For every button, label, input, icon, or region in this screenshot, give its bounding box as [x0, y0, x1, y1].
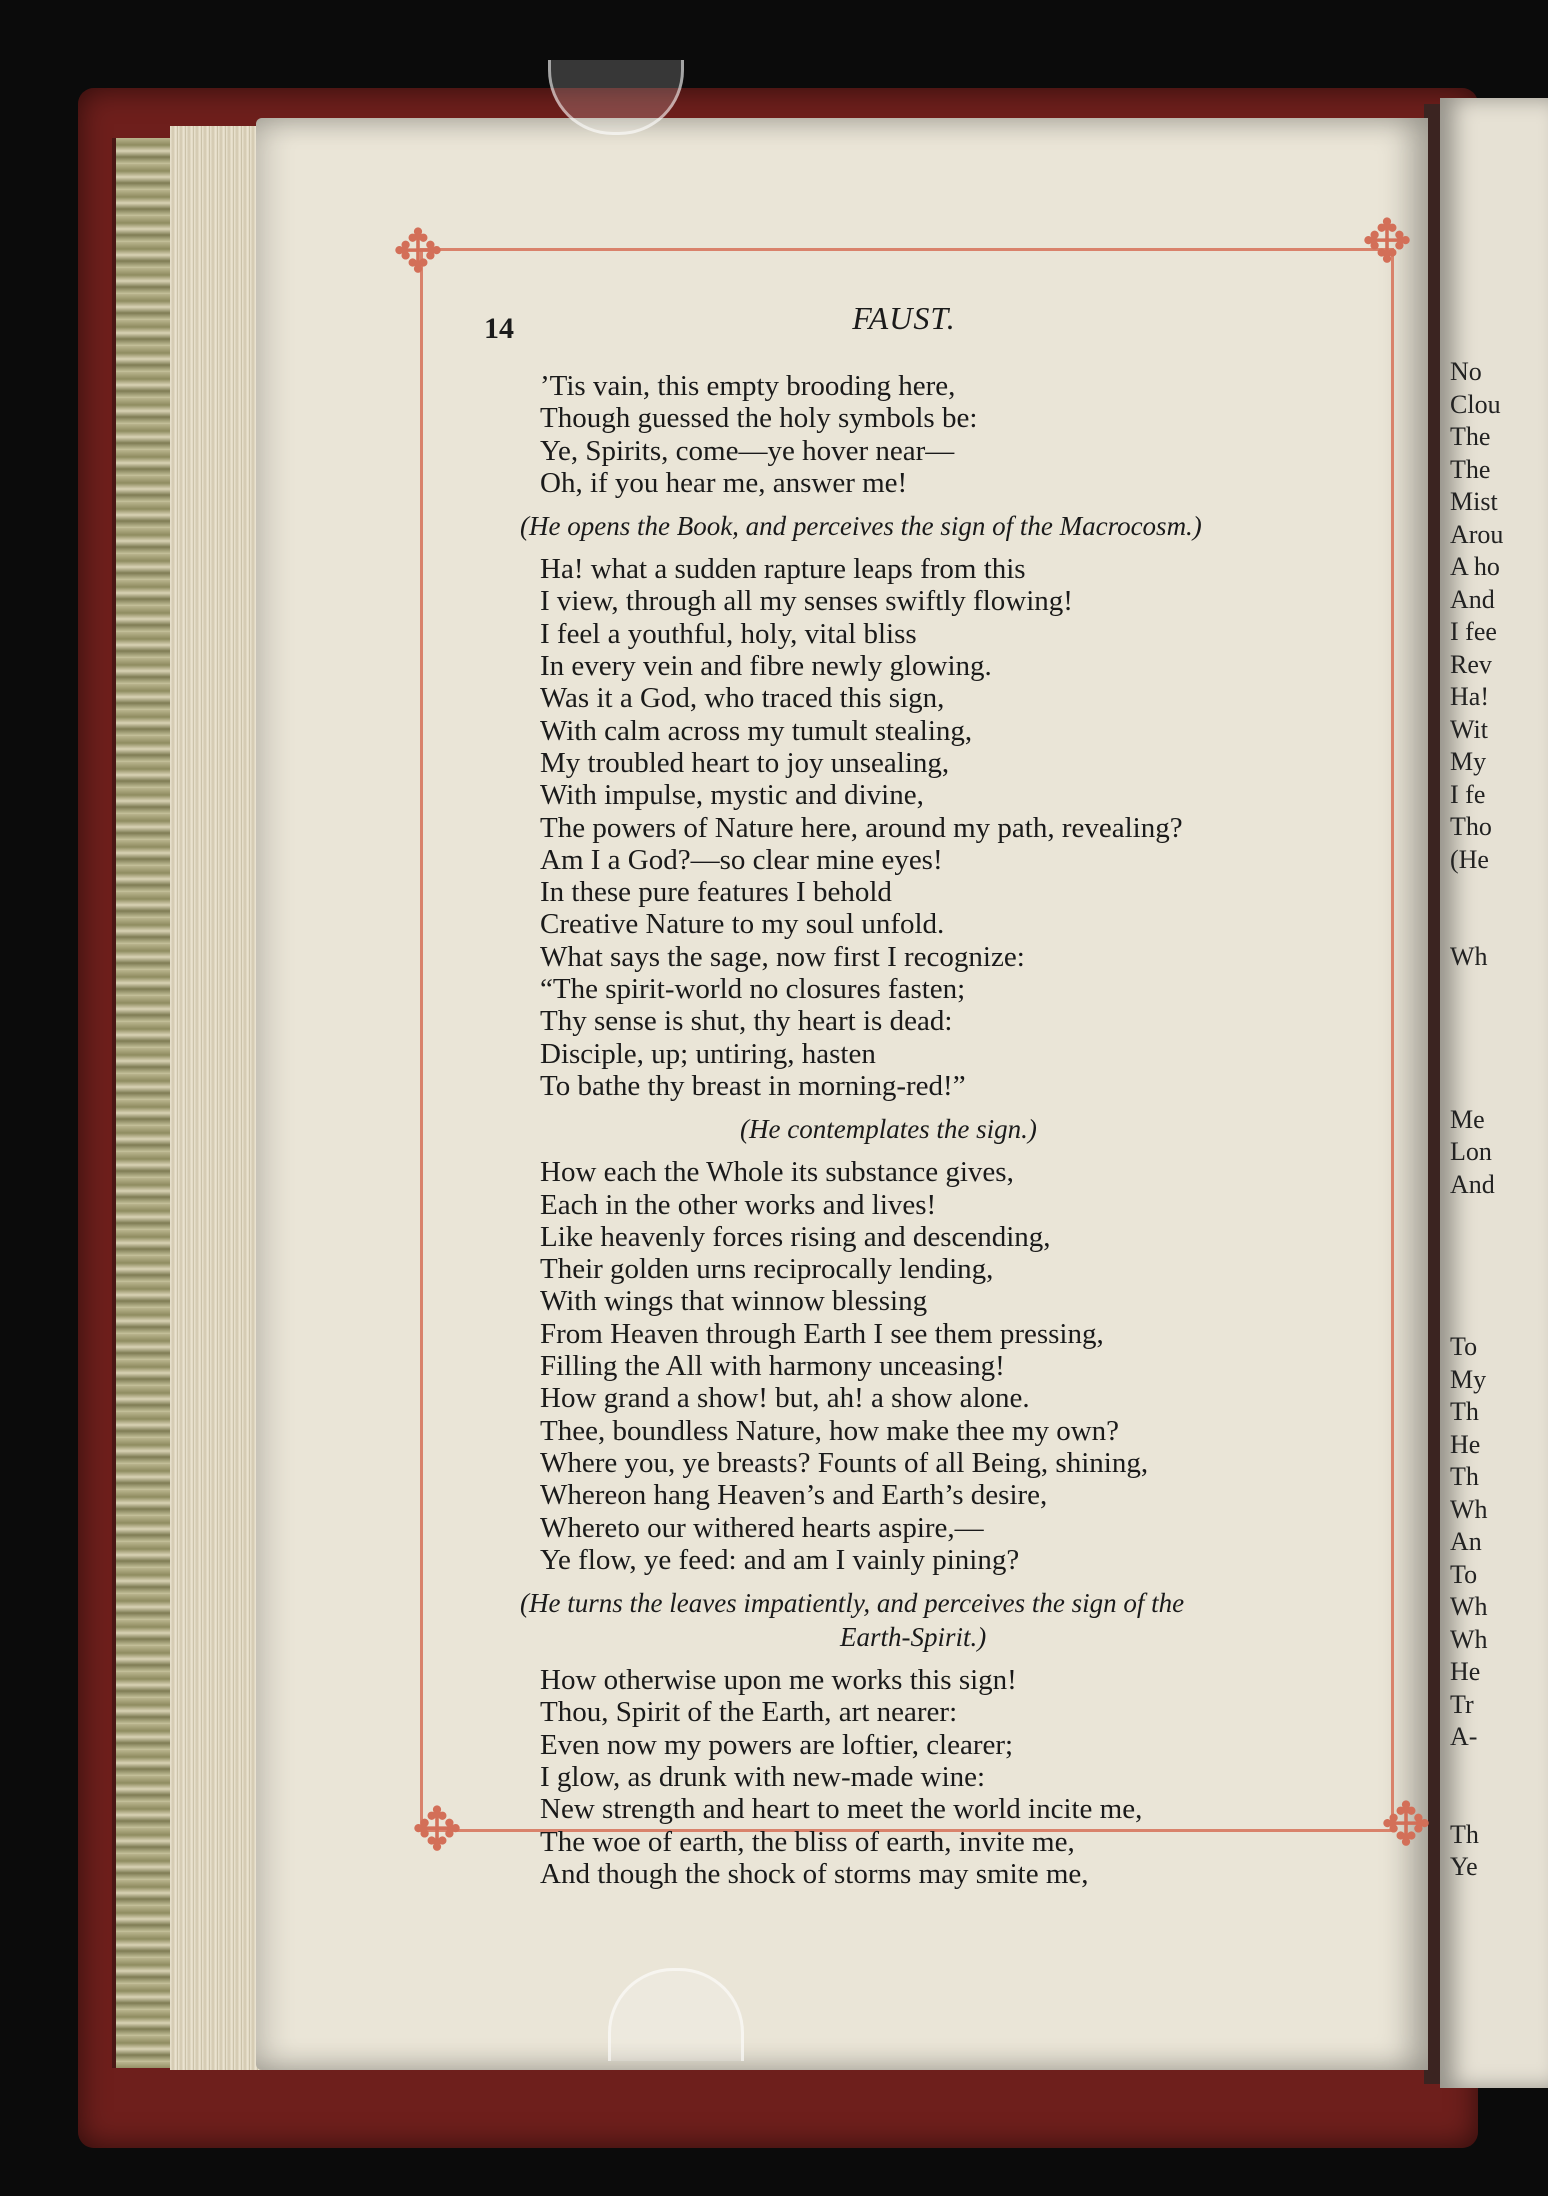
facing-page-line: I fe [1450, 779, 1486, 809]
marbled-page-edge [112, 138, 178, 2068]
facing-page-line [1450, 1039, 1503, 1072]
verse-line: New strength and heart to meet the world incite me, [540, 1793, 1143, 1826]
facing-page-line: Tr [1450, 1689, 1474, 1719]
facing-page-line: To [1450, 1559, 1478, 1589]
page-number: 14 [484, 312, 514, 345]
verse-line: I view, through all my senses swiftly flowing! [540, 585, 1073, 618]
verse-line: With impulse, mystic and divine, [540, 779, 924, 812]
facing-page-line: Tho [1450, 812, 1492, 841]
facing-page-line [1450, 1071, 1503, 1104]
stage-direction [520, 509, 1360, 543]
verse-line: Each in the other works and lives! [540, 1188, 937, 1221]
facing-page-line: An [1450, 1527, 1482, 1556]
facing-page-text [1450, 356, 1503, 1884]
facing-page-line: The [1450, 422, 1491, 451]
facing-page-line [1450, 1786, 1503, 1819]
stage-direction-line: (He opens the Book, and perceives the sign of the Macrocosm.) [520, 511, 1202, 542]
stage-direction-line: (He contemplates the sign.) [740, 1114, 1037, 1145]
verse-line: Thee, boundless Nature, how make thee my own? [540, 1414, 1120, 1447]
verse-line: The woe of earth, the bliss of earth, invite me, [540, 1825, 1075, 1858]
stage-direction [540, 1112, 1360, 1146]
facing-page-line [1450, 1006, 1503, 1039]
facing-page-line: Wit [1450, 714, 1488, 744]
verse-line: In these pure features I behold [540, 876, 892, 909]
verse-line: The powers of Nature here, around my path, revealing? [540, 811, 1183, 844]
facing-page-line: The [1450, 454, 1491, 484]
verse-line: Ye flow, ye feed: and am I vainly pining? [540, 1543, 1020, 1576]
verse-line: Disciple, up; untiring, hasten [540, 1037, 876, 1070]
facing-page-line: I fee [1450, 617, 1497, 646]
verse-line: “The spirit-world no closures fasten; [540, 973, 966, 1006]
verse-line: Even now my powers are loftier, clearer; [540, 1728, 1014, 1761]
facing-page-line: Wh [1450, 1624, 1488, 1654]
verse-line: In every vein and fibre newly glowing. [540, 650, 992, 683]
facing-page-line [1450, 1201, 1503, 1234]
verse-line: I glow, as drunk with new-made wine: [540, 1760, 986, 1793]
facing-page-line: A ho [1450, 552, 1500, 581]
facing-page-line: (He [1450, 844, 1489, 874]
facing-page-line: No [1450, 357, 1482, 386]
facing-page-line: And [1450, 584, 1495, 614]
facing-page-line: He [1450, 1657, 1481, 1686]
facing-page-line: My [1450, 1364, 1487, 1394]
facing-page-line [1450, 1299, 1503, 1332]
facing-page-line: Th [1450, 1397, 1479, 1426]
facing-page-line: Me [1450, 1104, 1485, 1134]
facing-page-line: A- [1450, 1722, 1478, 1751]
verse-line: Thou, Spirit of the Earth, art nearer: [540, 1696, 958, 1729]
facing-page-line: Mist [1450, 487, 1498, 516]
running-head: FAUST. [852, 300, 956, 336]
verse-line: What says the sage, now first I recognize: [540, 940, 1025, 973]
verse-line: Though guessed the holy symbols be: [540, 402, 978, 435]
verse-stanza [540, 1664, 1360, 1890]
stage-direction-line: (He turns the leaves impatiently, and perceives the sign of the [520, 1588, 1185, 1619]
stage-direction [520, 1586, 1360, 1654]
facing-page-line: Wh [1450, 1592, 1488, 1621]
facing-page-line [1450, 1234, 1503, 1267]
facing-page-line: Th [1450, 1462, 1479, 1491]
verse-line: Whereon hang Heaven’s and Earth’s desire, [540, 1479, 1048, 1512]
verse-line: With wings that winnow blessing [540, 1285, 928, 1318]
facing-page-line [1450, 974, 1503, 1007]
verse-line: How each the Whole its substance gives, [540, 1156, 1014, 1189]
facing-page-line: Ha! [1450, 682, 1489, 711]
verse-line: Ye, Spirits, come—ye hover near— [540, 434, 955, 467]
page-block-edges [170, 126, 270, 2070]
page-text [520, 370, 1360, 1890]
verse-line: Am I a God?—so clear mine eyes! [540, 843, 943, 876]
facing-page-line [1450, 876, 1503, 909]
verse-stanza [540, 370, 1360, 499]
corner-ornament-bottom-right: ✥ [1380, 1792, 1432, 1858]
facing-page-line: Th [1450, 1819, 1479, 1849]
verse-line: Creative Nature to my soul unfold. [540, 908, 945, 941]
facing-page [1440, 98, 1548, 2088]
facing-page-line: Lon [1450, 1137, 1492, 1166]
verse-line: Ha! what a sudden rapture leaps from this [540, 553, 1026, 586]
stage-direction-line: Earth-Spirit.) [840, 1622, 987, 1653]
facing-page-line: Wh [1450, 942, 1488, 971]
verse-line: And though the shock of storms may smite me, [540, 1857, 1089, 1890]
facing-page-line: Clou [1450, 389, 1501, 419]
corner-ornament-top-left: ✥ [392, 219, 444, 285]
verse-line: ’Tis vain, this empty brooding here, [540, 370, 956, 402]
facing-page-line: Wh [1450, 1494, 1488, 1524]
corner-ornament-top-right: ✥ [1361, 209, 1413, 275]
facing-page-line [1450, 1754, 1503, 1787]
verse-line: Whereto our withered hearts aspire,— [540, 1511, 984, 1544]
verse-line: Thy sense is shut, thy heart is dead: [540, 1005, 953, 1038]
facing-page-line: Arou [1450, 519, 1504, 549]
verse-stanza [540, 1156, 1360, 1576]
facing-page-line: My [1450, 747, 1487, 776]
verse-line: Filling the All with harmony unceasing! [540, 1350, 1005, 1383]
verse-line: Their golden urns reciprocally lending, [540, 1253, 994, 1286]
verse-line: Like heavenly forces rising and descending, [540, 1220, 1051, 1253]
facing-page-line [1450, 1266, 1503, 1299]
facing-page-line: To [1450, 1332, 1478, 1361]
verse-line: To bathe thy breast in morning-red!” [540, 1069, 966, 1102]
facing-page-line: And [1450, 1169, 1495, 1199]
facing-page-line: Ye [1450, 1852, 1478, 1881]
verse-line: Oh, if you hear me, answer me! [540, 466, 908, 499]
corner-ornament-bottom-left: ✥ [411, 1797, 463, 1863]
verse-line: How otherwise upon me works this sign! [540, 1664, 1017, 1697]
verse-line: With calm across my tumult stealing, [540, 714, 973, 747]
verse-line: I feel a youthful, holy, vital bliss [540, 617, 917, 650]
facing-page-line: Rev [1450, 649, 1492, 679]
verse-line: My troubled heart to joy unsealing, [540, 746, 950, 779]
verse-stanza [540, 553, 1360, 1102]
verse-line: How grand a show! but, ah! a show alone. [540, 1382, 1030, 1415]
verse-line: From Heaven through Earth I see them pressing, [540, 1317, 1104, 1350]
facing-page-line [1450, 909, 1503, 942]
verse-line: Was it a God, who traced this sign, [540, 682, 945, 715]
verse-line: Where you, ye breasts? Founts of all Being, shining, [540, 1446, 1149, 1479]
facing-page-line: He [1450, 1429, 1481, 1459]
